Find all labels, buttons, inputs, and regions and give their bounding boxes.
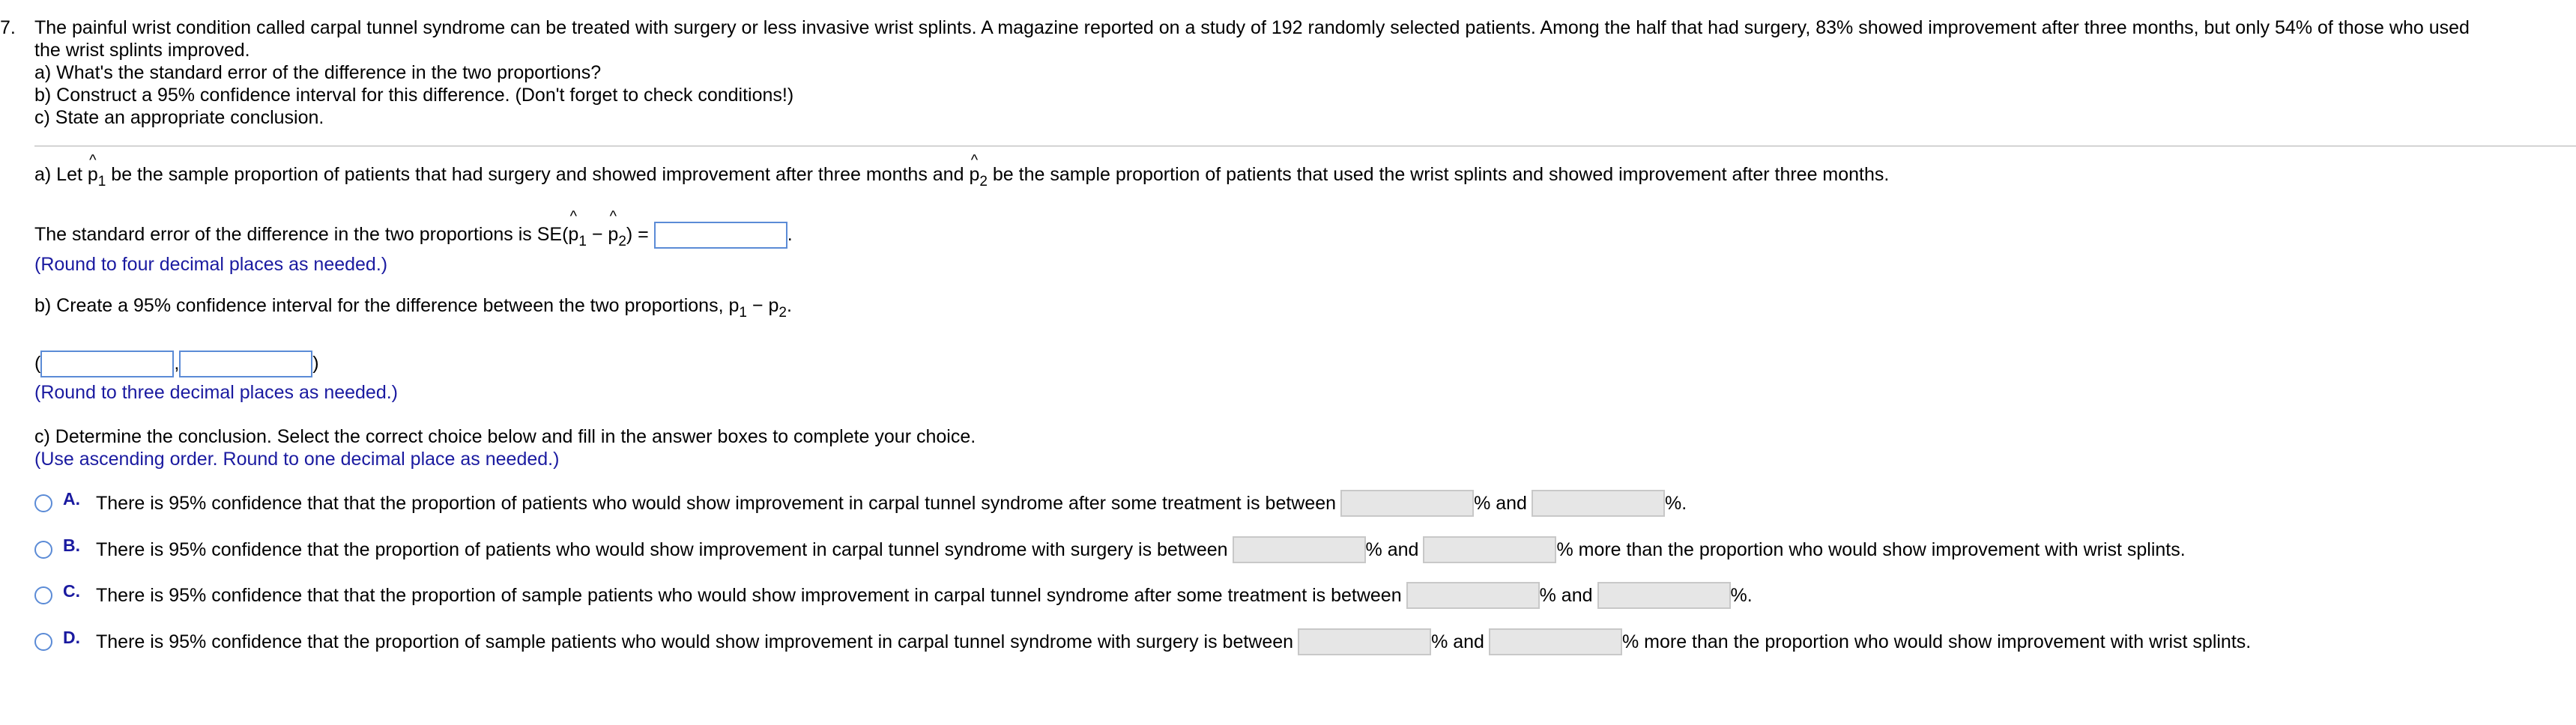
choice-b-lower-box[interactable] <box>1233 536 1366 563</box>
choice-b-upper-box[interactable] <box>1423 536 1556 563</box>
choice-d-upper-box[interactable] <box>1489 628 1622 655</box>
choice-b-letter: B. <box>63 536 80 555</box>
choice-b-end: % more than the proportion who would show improvement with wrist splints. <box>1556 539 2186 560</box>
choice-a-upper-box[interactable] <box>1532 490 1665 517</box>
se-rounding-hint: (Round to four decimal places as needed.) <box>34 254 388 275</box>
choice-a-letter: A. <box>63 489 80 509</box>
question-part-a: a) What's the standard error of the difference in the two proportions? <box>34 62 602 83</box>
section-divider <box>34 145 2576 147</box>
choice-d-end: % more than the proportion who would show improvement with wrist splints. <box>1621 631 2252 652</box>
part-b-prefix: b) Create a 95% confidence interval for the difference between the two proportions, p <box>34 295 740 316</box>
choice-c-radio[interactable] <box>34 586 52 604</box>
part-b-subscript-1: 1 <box>739 305 747 321</box>
confidence-interval-row <box>34 348 319 378</box>
choice-c-lower-box[interactable] <box>1406 582 1540 609</box>
ci-upper-input[interactable] <box>179 351 312 377</box>
question-text <box>34 16 2576 129</box>
question-part-c: c) State an appropriate conclusion. <box>34 107 324 128</box>
close-paren: ) <box>312 353 319 374</box>
part-c-prompt: c) Determine the conclusion. Select the correct choice below and fill in the answer boxes to complete your choice. <box>34 426 976 447</box>
subscript-1: 1 <box>97 174 106 189</box>
part-a-definition <box>34 163 1889 188</box>
choice-c-end: %. <box>1730 585 1753 606</box>
part-b-end: . <box>786 295 792 316</box>
p1-hat-symbol: ^ p <box>88 163 98 186</box>
choice-c-upper-box[interactable] <box>1597 582 1731 609</box>
choice-d[interactable] <box>34 628 2251 655</box>
definition-end: be the sample proportion of patients that used the wrist splints and showed improvement after three months. <box>987 164 1890 185</box>
let-prefix: a) Let <box>34 164 88 185</box>
subscript-2: 2 <box>979 174 988 189</box>
part-b-mid: − p <box>746 295 779 316</box>
choice-d-radio[interactable] <box>34 633 52 651</box>
choice-c-letter: C. <box>63 581 80 601</box>
p2-hat-symbol: ^ p <box>969 163 979 186</box>
part-b-subscript-2: 2 <box>778 305 787 321</box>
se-p2-hat: ^ p <box>608 219 618 249</box>
se-subscript-2: 2 <box>618 234 626 249</box>
choice-a-end: %. <box>1664 493 1687 514</box>
definition-mid: be the sample proportion of patients that had surgery and showed improvement after three months and <box>106 164 970 185</box>
ci-rounding-hint: (Round to three decimal places as needed.) <box>34 382 399 403</box>
ci-comma: , <box>174 353 180 374</box>
se-prefix: The standard error of the difference in the two proportions is SE( <box>34 224 569 245</box>
ci-lower-input[interactable] <box>40 351 174 377</box>
question-number: 7. <box>0 17 16 38</box>
choice-b[interactable] <box>34 536 2186 563</box>
se-minus: − <box>586 224 608 245</box>
part-c-hint: (Use ascending order. Round to one decimal place as needed.) <box>34 449 560 470</box>
question-line-1: The painful wrist condition called carpal tunnel syndrome can be treated with surgery or less invasive wrist splints. A magazine reported on a study of 192 randomly selected patients. Among the half that had surgery, 83% showed improvement after three months, but only 54% of those who used <box>34 17 2470 38</box>
se-p1-hat: ^ p <box>568 219 578 249</box>
choice-a-mid: % and <box>1474 493 1527 514</box>
part-b-prompt <box>34 294 792 319</box>
open-paren: ( <box>34 353 41 374</box>
choice-a-text: There is 95% confidence that that the proportion of patients who would show improvement in carpal tunnel syndrome after some treatment is between <box>96 493 1337 514</box>
question-line-2: the wrist splints improved. <box>34 40 250 61</box>
choice-d-text: There is 95% confidence that the proportion of sample patients who would show improvement in carpal tunnel syndrome with surgery is between <box>96 631 1294 652</box>
choice-c-mid: % and <box>1539 585 1593 606</box>
choice-b-radio[interactable] <box>34 541 52 559</box>
se-suffix: ) = <box>626 224 649 245</box>
se-subscript-1: 1 <box>578 234 587 249</box>
choice-d-letter: D. <box>63 628 80 647</box>
question-part-b: b) Construct a 95% confidence interval for this difference. (Don't forget to check conditions!) <box>34 85 794 106</box>
standard-error-row <box>34 219 793 252</box>
choice-a[interactable] <box>34 490 1687 517</box>
choice-a-lower-box[interactable] <box>1340 490 1474 517</box>
choice-a-radio[interactable] <box>34 494 52 512</box>
choice-b-text: There is 95% confidence that the proportion of patients who would show improvement in carpal tunnel syndrome with surgery is between <box>96 539 1228 560</box>
choice-d-lower-box[interactable] <box>1298 628 1431 655</box>
standard-error-input[interactable] <box>654 222 787 249</box>
choice-d-mid: % and <box>1431 631 1484 652</box>
choice-c[interactable] <box>34 582 1753 609</box>
choice-c-text: There is 95% confidence that that the proportion of sample patients who would show improvement in carpal tunnel syndrome after some treatment is between <box>96 585 1402 606</box>
se-period: . <box>787 224 793 245</box>
choice-b-mid: % and <box>1365 539 1419 560</box>
